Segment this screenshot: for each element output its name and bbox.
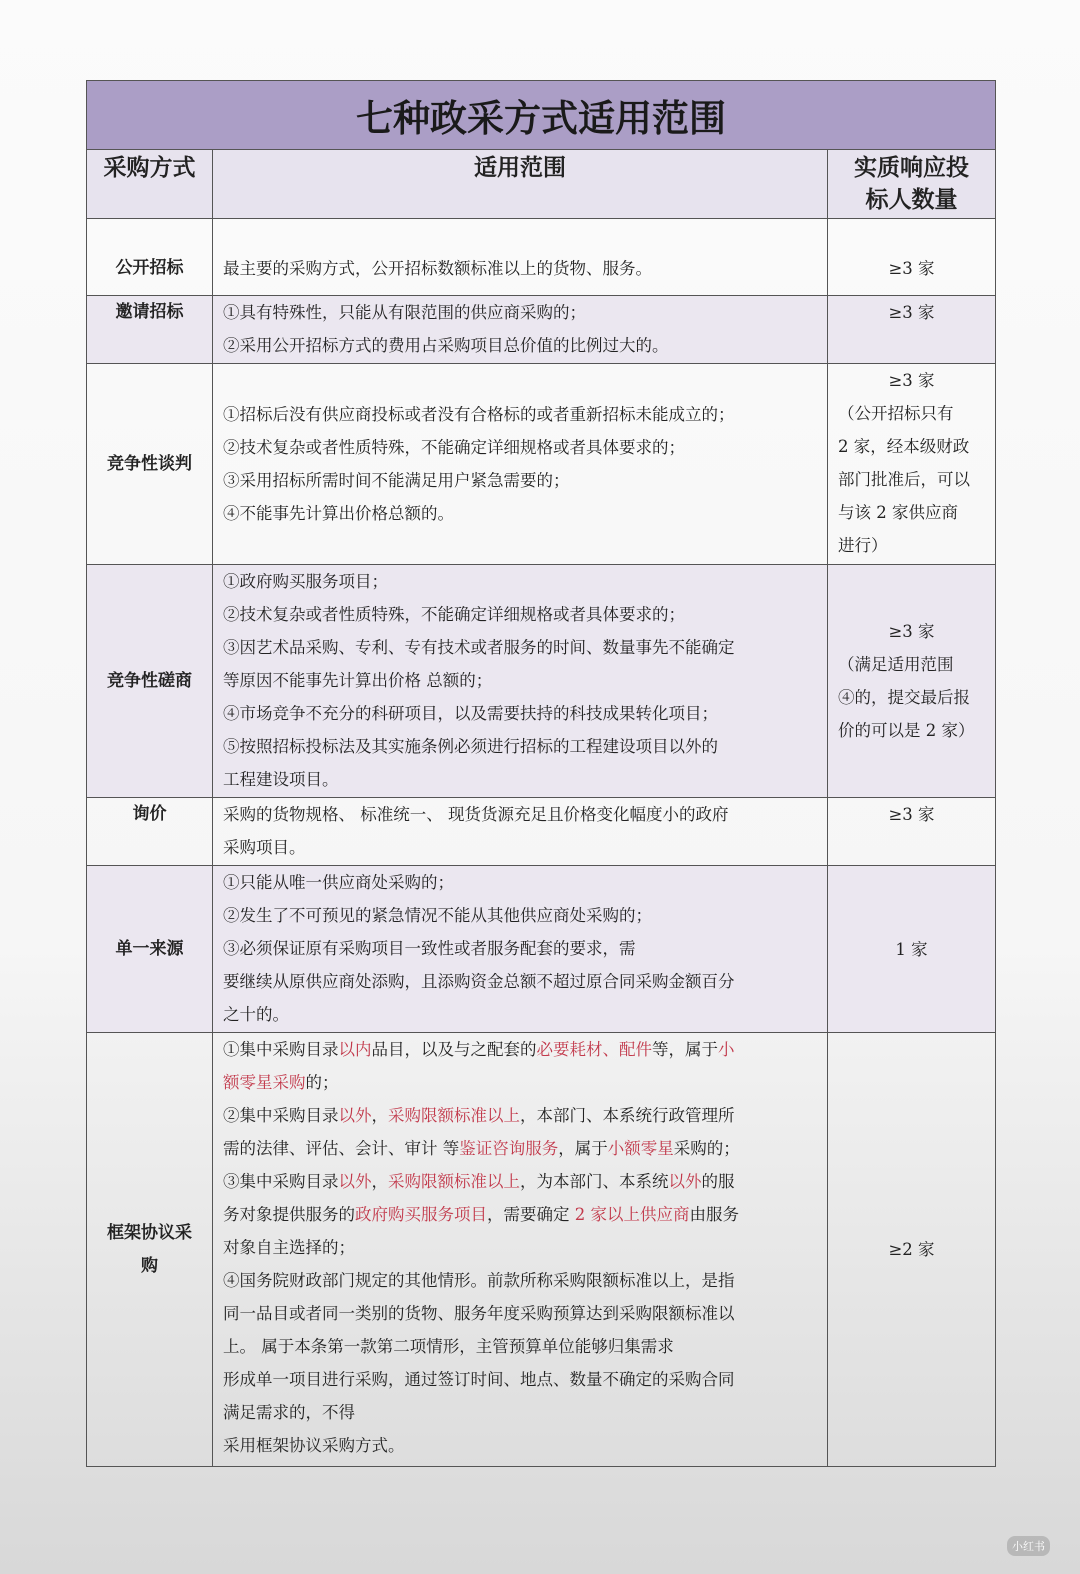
scope-text: ①集中采购目录 — [223, 1040, 339, 1059]
scope-line — [223, 798, 827, 831]
scope-text: ⑤按照招标投标法及其实施条例必须进行招标的工程建设项目以外的 — [223, 737, 718, 756]
table-row — [87, 219, 996, 296]
scope-text: 同一品目或者同一类别的货物、服务年度采购预算达到采购限额标准以 — [223, 1304, 735, 1323]
scope-line — [223, 398, 827, 431]
table-row — [87, 296, 996, 364]
bidder-count-line: ≥3 家 — [888, 622, 935, 641]
table-row — [87, 565, 996, 798]
bidder-count-line: 价的可以是 2 家） — [838, 721, 975, 740]
highlighted-text: 必要耗材、配件 — [536, 1040, 652, 1059]
highlighted-text: 以外 — [338, 1172, 372, 1191]
scope-text: 要继续从原供应商处添购，且添购资金总额不超过原合同采购金额百分 — [223, 972, 735, 991]
method-name — [87, 798, 213, 866]
scope-line — [223, 965, 827, 998]
method-name — [87, 296, 213, 364]
scope-text: ③必须保证原有采购项目一致性或者服务配套的要求，需 — [223, 939, 636, 958]
method-name-line: 邀请招标 — [115, 302, 184, 322]
scope-text: ，本部门、本系统行政管理所 — [520, 1106, 735, 1125]
scope-line — [223, 1264, 827, 1297]
scope-cell — [213, 866, 828, 1033]
scope-line — [223, 464, 827, 497]
scope-line — [223, 763, 827, 796]
bidder-count-line: 进行） — [838, 536, 888, 555]
method-name-line: 竞争性磋商 — [107, 670, 192, 691]
method-name-line: 购 — [141, 1255, 158, 1276]
scope-line — [223, 1297, 827, 1330]
scope-text: 等原因不能事先计算出价格 总额的； — [223, 671, 493, 690]
method-name — [87, 364, 213, 565]
scope-cell — [213, 296, 828, 364]
bidder-count-line: ≥3 家 — [888, 805, 935, 824]
scope-line — [223, 431, 827, 464]
scope-line — [223, 1198, 827, 1231]
scope-line — [223, 1132, 827, 1165]
bidder-count-line: （满足适用范围 — [838, 655, 954, 674]
bidder-count-line: ④的，提交最后报 — [838, 688, 970, 707]
scope-text: 由服务 — [689, 1205, 739, 1224]
watermark: 小红书 — [1007, 1536, 1050, 1556]
scope-text: ①政府购买服务项目； — [223, 572, 388, 591]
scope-cell — [213, 219, 828, 296]
scope-line — [223, 730, 827, 763]
scope-text: ③因艺术品采购、专利、专有技术或者服务的时间、数量事先不能确定 — [223, 638, 735, 657]
scope-text: 需的法律、评估、会计、审计 等 — [223, 1139, 460, 1158]
table-title: 七种政采方式适用范围 — [87, 81, 996, 150]
bidder-count — [828, 219, 996, 296]
bidder-count-line: ≥3 家 — [888, 259, 935, 278]
scope-line — [223, 1429, 827, 1462]
table-row — [87, 866, 996, 1033]
header-method: 采购方式 — [87, 150, 213, 219]
header-scope: 适用范围 — [213, 150, 828, 219]
scope-line — [223, 296, 827, 329]
highlighted-text: 以外 — [668, 1172, 702, 1191]
scope-line — [223, 1165, 827, 1198]
bidder-count-line: ≥2 家 — [888, 1240, 935, 1259]
highlighted-text: 小 — [718, 1040, 735, 1059]
method-name-line: 竞争性谈判 — [107, 453, 192, 474]
table-row — [87, 798, 996, 866]
scope-line — [223, 565, 827, 598]
highlighted-text: 采购限额标准以上 — [388, 1106, 520, 1125]
scope-line — [223, 1066, 827, 1099]
method-name — [87, 1033, 213, 1467]
scope-text: 等，属于 — [652, 1040, 718, 1059]
header-count-line: 标人数量 — [865, 187, 958, 213]
scope-text: ， — [371, 1172, 388, 1191]
bidder-count-line: ≥3 家 — [888, 371, 935, 390]
scope-line — [223, 252, 827, 285]
scope-text: ④不能事先计算出价格总额的。 — [223, 504, 454, 523]
scope-line — [223, 497, 827, 530]
scope-text: 采购项目。 — [223, 838, 306, 857]
bidder-count-line: 2 家，经本级财政 — [838, 437, 970, 456]
scope-cell — [213, 565, 828, 798]
bidder-count — [828, 866, 996, 1033]
scope-line — [223, 1330, 827, 1363]
method-name-line: 公开招标 — [115, 258, 184, 278]
bidder-count-line: 1 家 — [895, 939, 928, 959]
scope-text: 工程建设项目。 — [223, 770, 339, 789]
method-name-line: 询价 — [132, 804, 167, 824]
scope-line — [223, 631, 827, 664]
highlighted-text: 以内 — [338, 1040, 372, 1059]
bidder-count-line: ≥3 家 — [888, 303, 935, 322]
scope-line — [223, 1396, 827, 1429]
scope-line — [223, 998, 827, 1031]
scope-text: ②发生了不可预见的紧急情况不能从其他供应商处采购的； — [223, 906, 652, 925]
scope-text: ③采用招标所需时间不能满足用户紧急需要的； — [223, 471, 570, 490]
table-row — [87, 1033, 996, 1467]
scope-line — [223, 1231, 827, 1264]
scope-line — [223, 831, 827, 864]
scope-cell — [213, 364, 828, 565]
bidder-count — [828, 296, 996, 364]
highlighted-text: 2 家以上供应商 — [574, 1205, 690, 1224]
highlighted-text: 额零星采购 — [223, 1073, 306, 1092]
scope-text: ，为本部门、本系统 — [520, 1172, 669, 1191]
scope-text: 上。 属于本条第一款第二项情形，主管预算单位能够归集需求 — [223, 1337, 674, 1356]
scope-line — [223, 932, 827, 965]
scope-text: ， — [371, 1106, 388, 1125]
scope-text: 品目，以及与之配套的 — [371, 1040, 537, 1059]
scope-text: ①具有特殊性，只能从有限范围的供应商采购的； — [223, 303, 586, 322]
scope-text: ④国务院财政部门规定的其他情形。前款所称采购限额标准以上，是指 — [223, 1271, 735, 1290]
scope-text: 的服 — [701, 1172, 735, 1191]
bidder-count-line: 与该 2 家供应商 — [838, 503, 958, 522]
scope-text: 满足需求的，不得 — [223, 1403, 355, 1422]
method-name — [87, 219, 213, 296]
scope-text: ①招标后没有供应商投标或者没有合格标的或者重新招标未能成立的； — [223, 405, 735, 424]
scope-line — [223, 329, 827, 362]
scope-text: ③集中采购目录 — [223, 1172, 339, 1191]
highlighted-text: 采购限额标准以上 — [388, 1172, 520, 1191]
method-name — [87, 565, 213, 798]
scope-text: 采用框架协议采购方式。 — [223, 1436, 405, 1455]
scope-text: 的； — [305, 1073, 339, 1092]
highlighted-text: 鉴证咨询服务 — [459, 1139, 559, 1158]
scope-text: ，属于 — [558, 1139, 608, 1158]
scope-text: ，需要确定 — [487, 1205, 575, 1224]
scope-cell — [213, 798, 828, 866]
header-count-line: 实质响应投 — [854, 155, 970, 181]
scope-text: ①只能从唯一供应商处采购的； — [223, 873, 454, 892]
scope-line — [223, 899, 827, 932]
scope-cell — [213, 1033, 828, 1467]
scope-text: 形成单一项目进行采购，通过签订时间、地点、数量不确定的采购合同 — [223, 1370, 735, 1389]
header-count — [828, 150, 996, 219]
method-name — [87, 866, 213, 1033]
scope-text: 务对象提供服务的 — [223, 1205, 355, 1224]
scope-text: ④市场竞争不充分的科研项目，以及需要扶持的科技成果转化项目； — [223, 704, 718, 723]
method-name-line: 框架协议采 — [107, 1222, 192, 1243]
highlighted-text: 政府购买服务项目 — [355, 1205, 487, 1224]
scope-text: ②技术复杂或者性质特殊，不能确定详细规格或者具体要求的； — [223, 605, 685, 624]
bidder-count-line: （公开招标只有 — [838, 404, 954, 423]
bidder-count — [828, 1033, 996, 1467]
scope-line — [223, 664, 827, 697]
method-name-line: 单一来源 — [115, 938, 184, 959]
procurement-methods-table — [86, 80, 996, 1467]
scope-text: 对象自主选择的； — [223, 1238, 355, 1257]
scope-text: ②采用公开招标方式的费用占采购项目总价值的比例过大的。 — [223, 336, 669, 355]
scope-text: ②技术复杂或者性质特殊，不能确定详细规格或者具体要求的； — [223, 438, 685, 457]
scope-text: ②集中采购目录 — [223, 1106, 339, 1125]
scope-text: 之十的。 — [223, 1005, 289, 1024]
bidder-count-line: 部门批准后，可以 — [838, 470, 970, 489]
scope-line — [223, 697, 827, 730]
highlighted-text: 小额零星 — [607, 1139, 674, 1158]
scope-text: 最主要的采购方式，公开招标数额标准以上的货物、服务。 — [223, 259, 652, 278]
scope-line — [223, 598, 827, 631]
bidder-count — [828, 364, 996, 565]
scope-line — [223, 1363, 827, 1396]
scope-line — [223, 866, 827, 899]
bidder-count — [828, 798, 996, 866]
scope-text: 采购的； — [673, 1139, 740, 1158]
highlighted-text: 以外 — [338, 1106, 372, 1125]
scope-line — [223, 1033, 827, 1066]
bidder-count — [828, 565, 996, 798]
scope-text: 采购的货物规格、 标准统一、 现货货源充足且价格变化幅度小的政府 — [223, 805, 729, 824]
scope-line — [223, 1099, 827, 1132]
table-row — [87, 364, 996, 565]
